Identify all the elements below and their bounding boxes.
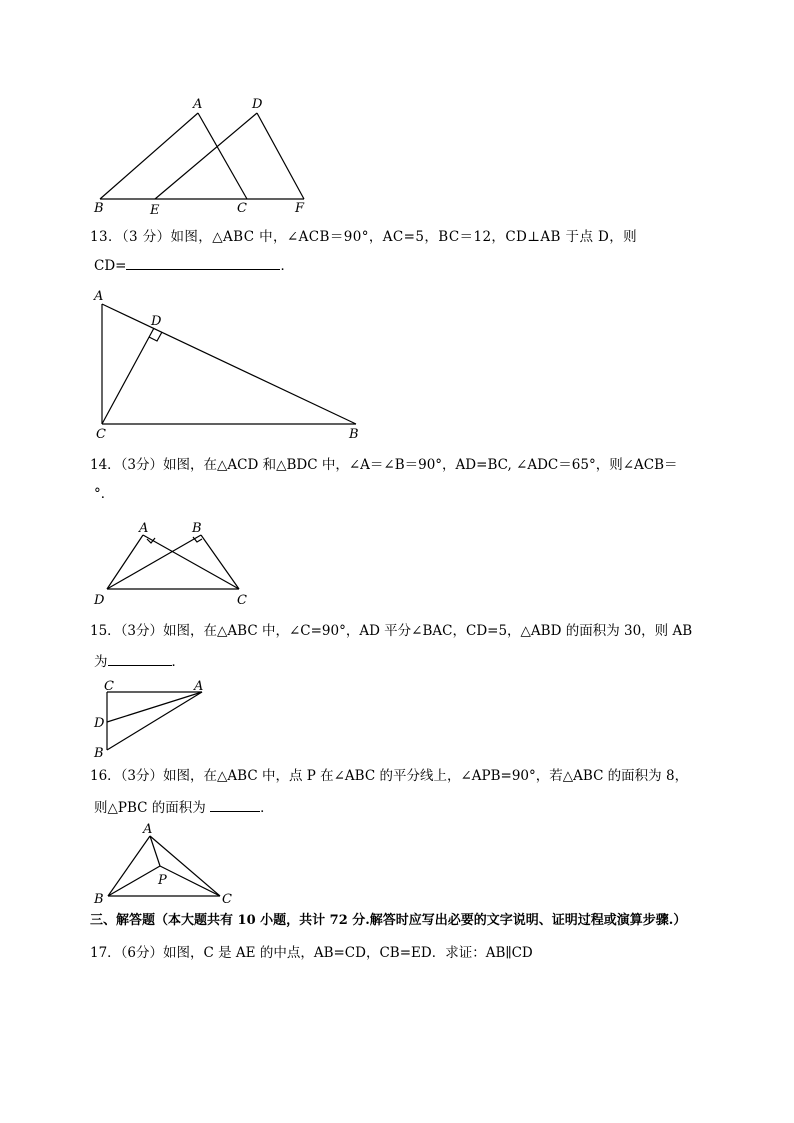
question-14-line-1: 14．（3分）如图，在△ACD 和△BDC 中，∠A＝∠B＝90°，AD=BC, ∠ADC＝65°，则∠ACB＝	[90, 457, 678, 473]
label-d: D	[94, 716, 105, 731]
question-14-line-2: °．	[94, 486, 115, 502]
label-c: C	[222, 892, 232, 907]
label-d: D	[94, 593, 105, 608]
label-c: C	[104, 679, 114, 694]
label-e: E	[150, 203, 160, 218]
question-16-line-1: 16．（3分）如图，在△ABC 中，点 P 在∠ABC 的平分线上，∠APB=90°，若△ABC 的面积为 8，	[90, 768, 689, 784]
label-b: B	[349, 427, 359, 442]
question-15-suffix: ．	[171, 654, 185, 670]
question-15-prefix: 为	[94, 654, 108, 670]
question-13-suffix: ．	[280, 258, 294, 274]
label-a: A	[94, 289, 104, 304]
question-17-line-1: 17．（6分）如图，C 是 AE 的中点，AB=CD，CB=ED．求证：AB∥CD	[90, 945, 533, 961]
segment-ab	[108, 836, 150, 896]
label-b: B	[94, 746, 104, 761]
question-13-line-1: 13．（3 分）如图，△ABC 中，∠ACB＝90°，AC=5，BC＝12，CD⊥AB 于点 D，则	[90, 229, 638, 245]
label-c: C	[96, 427, 106, 442]
question-16-prefix: 则△PBC 的面积为	[94, 800, 211, 816]
section-3-title: 三、解答题（本大题共有 10 小题，共计 72 分.解答时应写出必要的文字说明、证明过程或演算步骤.）	[90, 913, 687, 928]
label-p: P	[158, 873, 167, 888]
label-a: A	[193, 97, 203, 112]
label-b: B	[192, 521, 202, 536]
label-b: B	[94, 892, 104, 907]
label-d: D	[252, 97, 263, 112]
label-c: C	[237, 593, 247, 608]
label-d: D	[151, 314, 162, 329]
question-16-suffix: ．	[260, 800, 274, 816]
label-f: F	[295, 201, 305, 216]
question-13-prefix: CD=	[94, 258, 127, 274]
segment-bp	[108, 866, 160, 896]
label-a: A	[194, 679, 204, 694]
label-a: A	[143, 822, 153, 837]
label-b: B	[94, 201, 104, 216]
label-c: C	[237, 201, 247, 216]
label-a: A	[139, 521, 149, 536]
question-15-line-1: 15．（3分）如图，在△ABC 中，∠C=90°，AD 平分∠BAC，CD=5，△ABD 的面积为 30，则 AB	[90, 623, 693, 639]
